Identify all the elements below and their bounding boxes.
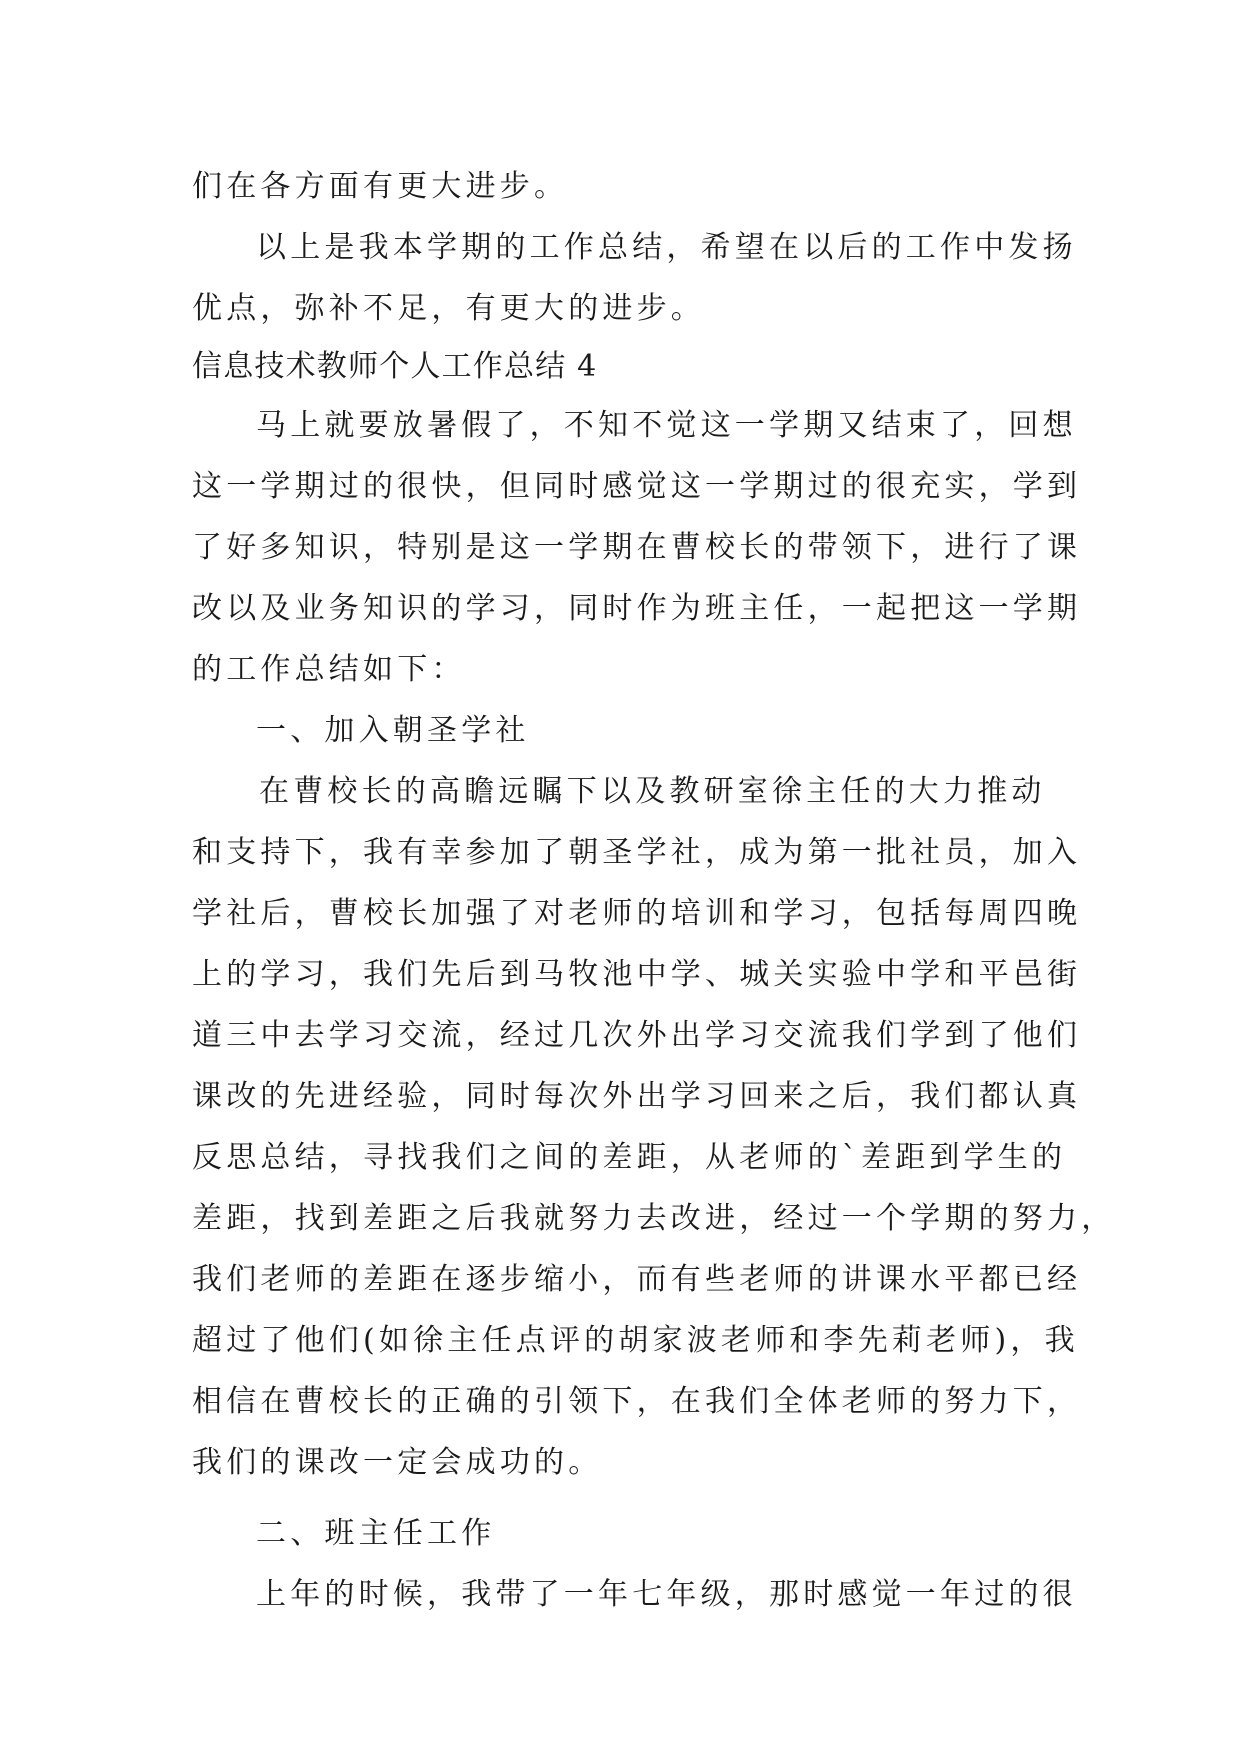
text-line: 超过了他们(如徐主任点评的胡家波老师和李先莉老师)，我 [192,1323,1079,1358]
spacer [192,1493,1058,1503]
section-title: 信息技术教师个人工作总结 4 [192,349,598,384]
text-line: 差距，找到差距之后我就努力去改进，经过一个学期的努力， [192,1201,1116,1236]
text-line: 以上是我本学期的工作总结，希望在以后的工作中发扬 [256,230,1077,265]
subheading-line: 二、班主任工作 [256,1516,496,1551]
text-line: 学社后，曹校长加强了对老师的培训和学习，包括每周四晚 [192,896,1082,931]
text-line: 改以及业务知识的学习，同时作为班主任，一起把这一学期 [192,591,1082,626]
text-line: 优点，弥补不足，有更大的进步。 [192,291,705,326]
text-line: 上年的时候，我带了一年七年级，那时感觉一年过的很 [256,1577,1077,1612]
document-body [192,156,1116,1625]
text-line: 在曹校长的高瞻远瞩下以及教研室徐主任的大力推动 [259,774,1046,809]
text-line: 和支持下，我有幸参加了朝圣学社，成为第一批社员，加入 [192,835,1082,870]
text-line: 了好多知识，特别是这一学期在曹校长的带领下，进行了课 [192,530,1082,565]
text-line: 我们的课改一定会成功的。 [192,1445,603,1480]
text-line: 课改的先进经验，同时每次外出学习回来之后，我们都认真 [192,1079,1082,1114]
text-line: 这一学期过的很快，但同时感觉这一学期过的很充实，学到 [192,469,1082,504]
subheading-line: 一、加入朝圣学社 [256,713,530,748]
text-line: 道三中去学习交流，经过几次外出学习交流我们学到了他们 [192,1018,1082,1053]
text-line: 上的学习，我们先后到马牧池中学、城关实验中学和平邑街 [192,957,1082,992]
text-line: 我们老师的差距在逐步缩小，而有些老师的讲课水平都已经 [192,1262,1082,1297]
text-line: 们在各方面有更大进步。 [192,169,569,204]
text-line: 反思总结，寻找我们之间的差距，从老师的`差距到学生的 [192,1140,1067,1175]
text-line: 的工作总结如下： [192,652,466,687]
text-line: 马上就要放暑假了，不知不觉这一学期又结束了，回想 [256,408,1077,443]
text-line: 相信在曹校长的正确的引领下，在我们全体老师的努力下， [192,1384,1082,1419]
